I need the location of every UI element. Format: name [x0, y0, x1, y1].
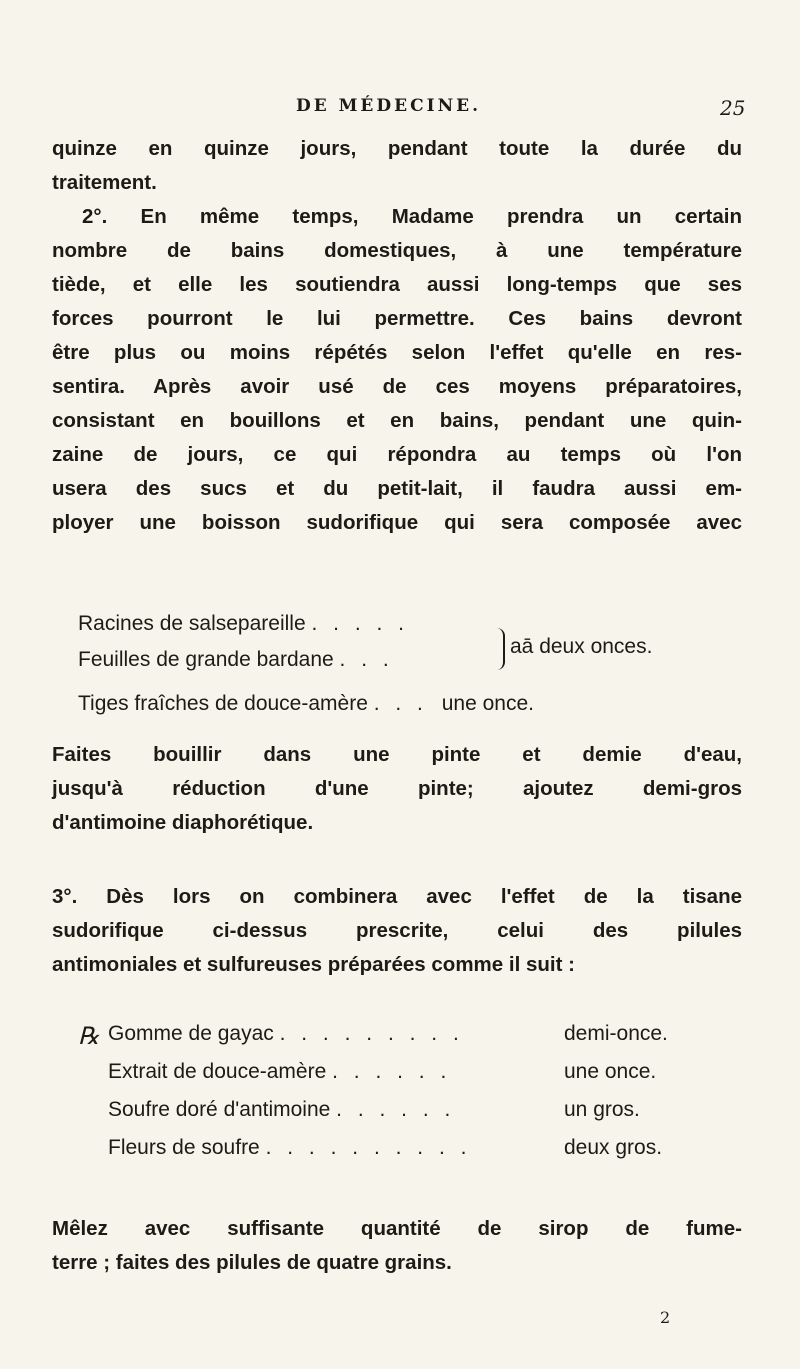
leader-dots: . . . . . . [336, 1098, 456, 1121]
running-head: DE MÉDECINE. [296, 96, 481, 116]
text-line: 3°. Dès lors on combinera avec l'effet de la tisane [52, 885, 742, 908]
recipe-item [108, 1022, 464, 1046]
recipe-item [108, 1136, 471, 1160]
brace-icon [493, 628, 505, 670]
ingredient-quantity: une once. [564, 1060, 657, 1083]
paragraph-instructions [52, 738, 742, 840]
ingredient-name: Tiges fraîches de douce-amère [78, 692, 368, 715]
text-line: tiède, et elle les soutiendra aussi long-temps que ses [52, 273, 742, 296]
text-line: usera des sucs et du petit-lait, il faudra aussi em- [52, 477, 742, 500]
text-line: forces pourront le lui permettre. Ces bains devront [52, 307, 742, 330]
leader-dots: . . . . . . . . . . [265, 1136, 472, 1159]
paragraph-2 [52, 200, 742, 540]
leader-dots: . . . [339, 648, 394, 671]
text-line: consistant en bouillons et en bains, pendant une quin- [52, 409, 742, 432]
ingredient-quantity: un gros. [564, 1098, 640, 1121]
leader-dots: . . . . . . . . . [279, 1022, 464, 1045]
recipe-pills [78, 1022, 758, 1202]
text-line: 2°. En même temps, Madame prendra un certain [82, 205, 742, 228]
ingredient-name: Racines de salsepareille [78, 612, 306, 635]
leader-dots: . . . [373, 692, 428, 715]
page-header [0, 96, 800, 126]
paragraph-pills [52, 1212, 742, 1280]
recipe-item [78, 648, 394, 672]
text-line: zaine de jours, ce qui répondra au temps où l'on [52, 443, 742, 466]
paragraph-3 [52, 880, 742, 982]
leader-dots: . . . . . . [332, 1060, 452, 1083]
leader-dots: . . . . . [311, 612, 409, 635]
text-line: nombre de bains domestiques, à une température [52, 239, 742, 262]
text-line: terre ; faites des pilules de quatre grains. [52, 1251, 452, 1274]
text-line: traitement. [52, 171, 157, 194]
recipe-item [78, 612, 409, 636]
text-line: d'antimoine diaphorétique. [52, 811, 314, 834]
ingredient-quantity: une once. [441, 692, 534, 715]
text-line: jusqu'à réduction d'une pinte; ajoutez demi-gros [52, 777, 742, 800]
text-line: ployer une boisson sudorifique qui sera composée avec [52, 511, 742, 534]
text-line: antimoniales et sulfureuses préparées comme il suit : [52, 953, 575, 976]
page-number: 25 [720, 96, 746, 120]
ingredient-name: Gomme de gayac [108, 1022, 274, 1045]
shared-quantity: aā deux onces. [510, 635, 653, 658]
paragraph-continuation [52, 132, 742, 200]
text-line: être plus ou moins répétés selon l'effet qu'elle en res- [52, 341, 742, 364]
signature-mark: 2 [660, 1308, 671, 1327]
text-line: sentira. Après avoir usé de ces moyens préparatoires, [52, 375, 742, 398]
text-line: quinze en quinze jours, pendant toute la durée du [52, 137, 742, 160]
recipe-item [108, 1060, 451, 1084]
recipe-item [78, 692, 534, 716]
ingredient-quantity: demi-once. [564, 1022, 668, 1045]
text-line: sudorifique ci-dessus prescrite, celui des pilules [52, 919, 742, 942]
ingredient-name: Feuilles de grande bardane [78, 648, 334, 671]
ingredient-name: Fleurs de soufre [108, 1136, 260, 1159]
ingredient-name: Soufre doré d'antimoine [108, 1098, 331, 1121]
text-line: Mêlez avec suffisante quantité de sirop de fume- [52, 1217, 742, 1240]
ingredient-name: Extrait de douce-amère [108, 1060, 327, 1083]
recipe-item [108, 1098, 455, 1122]
recipe-symbol-icon: ℞ [78, 1022, 100, 1050]
ingredient-quantity: deux gros. [564, 1136, 663, 1159]
text-line: Faites bouillir dans une pinte et demie d'eau, [52, 743, 742, 766]
